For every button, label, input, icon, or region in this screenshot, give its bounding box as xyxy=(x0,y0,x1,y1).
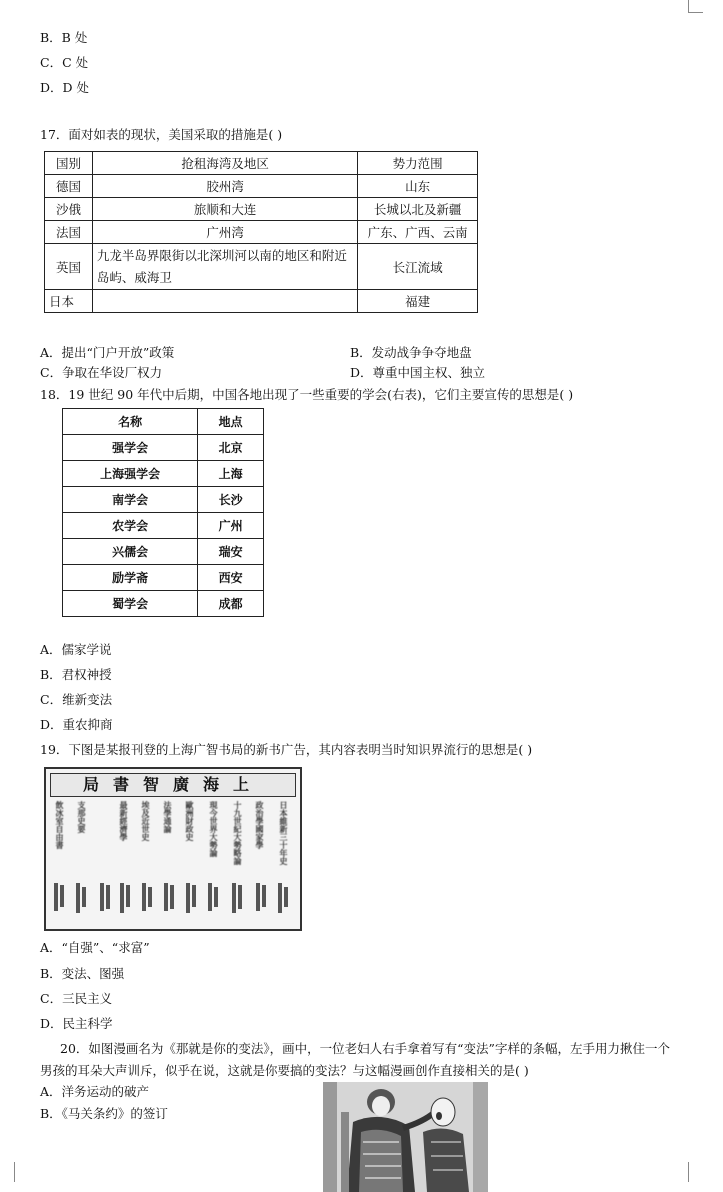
q19-option-d: D．民主科学 xyxy=(40,1016,113,1031)
table-cell: 广州 xyxy=(198,513,264,539)
q18-table xyxy=(62,408,264,617)
ad-column: 現今世界大勢論 xyxy=(209,801,219,857)
q18-option-c: C．维新变法 xyxy=(40,692,113,707)
q19-option-b: B．变法、图强 xyxy=(40,966,125,981)
advertisement-price-rows xyxy=(46,881,296,921)
prev-option-c: C．C 处 xyxy=(40,55,89,70)
q18-option-b: B．君权神授 xyxy=(40,667,112,682)
ad-column: 歐洲財政史 xyxy=(185,801,195,841)
table-cell: 九龙半岛界限街以北深圳河以南的地区和附近岛屿、威海卫 xyxy=(92,244,357,290)
table-cell: 西安 xyxy=(198,565,264,591)
q17-table xyxy=(44,151,478,313)
q19-option-c: C．三民主义 xyxy=(40,991,113,1006)
table-cell: 德国 xyxy=(45,175,93,198)
table-cell: 长城以北及新疆 xyxy=(358,198,478,221)
table-cell: 强学会 xyxy=(63,435,198,461)
q17-header-leased: 抢租海湾及地区 xyxy=(92,152,357,175)
q17-header-country: 国别 xyxy=(45,152,93,175)
ad-column: 支那史要 xyxy=(77,801,87,833)
table-cell: 瑞安 xyxy=(198,539,264,565)
ad-column: 飲冰室自由書 xyxy=(55,801,65,849)
table-cell: 兴儒会 xyxy=(63,539,198,565)
ad-column: 最新經濟學 xyxy=(119,801,129,841)
advertisement-title: 局書智廣海上 xyxy=(50,773,296,797)
prev-option-d: D．D 处 xyxy=(40,80,90,95)
prev-option-b: B．B 处 xyxy=(40,30,88,45)
q18-header-place: 地点 xyxy=(198,409,264,435)
bookstore-advertisement-image xyxy=(44,767,302,931)
ad-column: 政治學國家學 xyxy=(255,801,265,849)
table-cell: 上海强学会 xyxy=(63,461,198,487)
table-cell: 福建 xyxy=(358,290,478,313)
table-cell: 北京 xyxy=(198,435,264,461)
table-cell: 广州湾 xyxy=(92,221,357,244)
table-cell: 励学斋 xyxy=(63,565,198,591)
crop-mark-bottom-left xyxy=(0,1162,15,1182)
cartoon-image xyxy=(323,1082,488,1192)
table-cell: 沙俄 xyxy=(45,198,93,221)
ad-column: 法學通論 xyxy=(163,801,173,833)
q19-stem: 19．下图是某报刊登的上海广智书局的新书广告，其内容表明当时知识界流行的思想是( ) xyxy=(40,742,533,757)
table-cell: 南学会 xyxy=(63,487,198,513)
table-cell: 上海 xyxy=(198,461,264,487)
q18-header-name: 名称 xyxy=(63,409,198,435)
table-cell xyxy=(92,290,357,313)
q17-option-b: B．发动战争争夺地盘 xyxy=(350,345,472,360)
crop-mark-top-right xyxy=(688,0,703,13)
table-cell: 广东、广西、云南 xyxy=(358,221,478,244)
q18-option-a: A．儒家学说 xyxy=(40,642,112,657)
q17-option-a: A．提出“门户开放”政策 xyxy=(40,345,175,360)
q17-stem: 17．面对如表的现状，美国采取的措施是( ) xyxy=(40,127,283,142)
q20-stem-line2: 男孩的耳朵大声训斥，似乎在说，这就是你要搞的变法？与这幅漫画创作直接相关的是( ) xyxy=(40,1063,529,1078)
table-cell: 长江流域 xyxy=(358,244,478,290)
q20-option-a: A．洋务运动的破产 xyxy=(40,1084,150,1099)
crop-mark-bottom-right xyxy=(688,1162,703,1182)
table-cell: 法国 xyxy=(45,221,93,244)
q17-option-d: D．尊重中国主权、独立 xyxy=(350,365,486,380)
ad-column: 日本維新三十年史 xyxy=(279,801,289,865)
q17-option-c: C．争取在华设厂权力 xyxy=(40,365,163,380)
table-cell: 长沙 xyxy=(198,487,264,513)
table-cell: 山东 xyxy=(358,175,478,198)
ad-column: 埃及近世史 xyxy=(141,801,151,841)
q18-option-d: D．重农抑商 xyxy=(40,717,113,732)
table-cell: 日本 xyxy=(45,290,93,313)
q19-option-a: A．“自强”、“求富” xyxy=(40,940,150,955)
table-cell: 英国 xyxy=(45,244,93,290)
table-cell: 蜀学会 xyxy=(63,591,198,617)
table-cell: 农学会 xyxy=(63,513,198,539)
table-cell: 旅顺和大连 xyxy=(92,198,357,221)
table-cell: 成都 xyxy=(198,591,264,617)
q20-option-b: B．《马关条约》的签订 xyxy=(40,1106,168,1121)
q17-header-sphere: 势力范围 xyxy=(358,152,478,175)
table-cell: 胶州湾 xyxy=(92,175,357,198)
ad-column: 十九世紀大勢略論 xyxy=(233,801,243,865)
q20-stem-line1: 20．如图漫画名为《那就是你的变法》，画中，一位老妇人右手拿着写有“变法”字样的条幅，左手用力揪住一个 xyxy=(60,1041,670,1056)
q18-stem: 18．19 世纪 90 年代中后期，中国各地出现了一些重要的学会(右表)，它们主要宣传的思想是( ) xyxy=(40,387,574,402)
